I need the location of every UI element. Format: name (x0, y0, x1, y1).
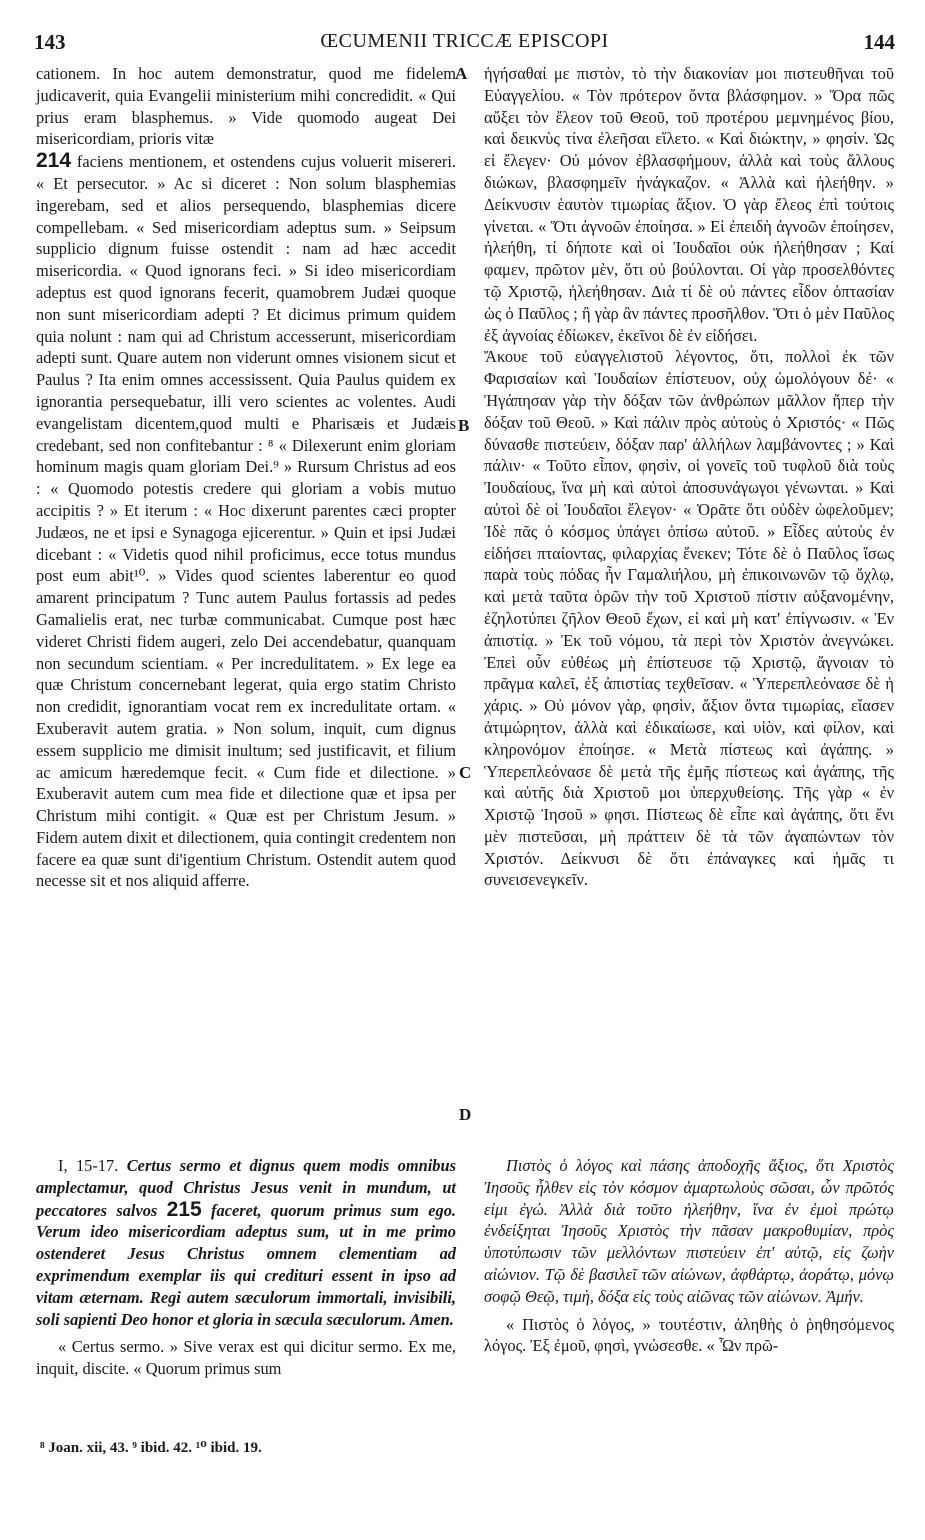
greek-verse: Πιστὸς ὁ λόγος καὶ πάσης ἀποδοχῆς ἄξιος, ὅτι Χριστὸς Ἰησοῦς ἦλθεν εἰς τὸν κόσμον ἁμαρτωλοὺς σῶσαι, ὧν πρῶτός εἰμι ἐγώ. Ἀλλὰ διὰ τοῦτο ἠλεήθην, ἵνα ἐν ἐμοὶ πρώτῳ ἐνδείξηται Ἰησοῦς Χριστὸς τὴν πᾶσαν μακροθυμίαν, πρὸς ὑποτύπωσιν τῶν μελλόντων πιστεύειν ἐπ' αὐτῷ, εἰς ζωὴν αἰώνιον. Τῷ δὲ βασιλεῖ τῶν αἰώνων, ἀφθάρτῳ, ἀοράτῳ, μόνῳ σοφῷ Θεῷ, τιμὴ, δόξα εἰς τοὺς αἰῶνας τῶν αἰώνων. Ἀμήν. (484, 1156, 894, 1306)
running-title: ŒCUMENII TRICCÆ EPISCOPI (320, 30, 609, 52)
latin-verse (36, 1155, 456, 1330)
page-number-left: 143 (34, 30, 66, 54)
page-header (34, 30, 895, 60)
column-number: 214 (36, 149, 72, 173)
latin-commentary: « Certus sermo. » Sive verax est qui dicitur sermo. Ex me, inquit, discite. « Quorum primus sum (36, 1337, 456, 1379)
latin-column (36, 63, 456, 892)
greek-paragraph: ἡγήσαθαί με πιστὸν, τὸ τὴν διακονίαν μοι πιστευθῆναι τοῦ Εὐαγγελίου. « Τὸν πρότερον ὄντα βλάσφημον. » Ὅρα πῶς αὔξει τὸν ἔλεον τοῦ Θεοῦ, τοῦ προτέρου μεμνημένος βίου, καὶ δεικνὺς τίνα ἐλεῆσαι εἵλετο. « Καὶ διώκτην, » φησίν. Ὡς εἰ ἔλεγεν· Οὐ μόνον ἐβλασφήμουν, ἀλλὰ καὶ τοὺς ἄλλους διώκων, βλασφημεῖν ἠνάγκαζον. « Ἀλλὰ καὶ ἠλεήθην. » Δείκνυσιν ἑαυτὸν τιμωρίας ἄξιον. Ὁ γὰρ ἔλεος ἐπὶ τούτοις γίνεται. « Ὅτι ἀγνοῶν ἐποίησα. » Εἰ ἐπειδὴ ἀγνοῶν ἐποίησεν, ἠλεήθη, τί δήποτε καὶ οἱ Ἰουδαῖοι οὐκ ἠλεήθησαν ; Καί φαμεν, πρῶτον μὲν, ὅτι οὐ βούλονται. Οἱ γὰρ προσελθόντες τῷ Χριστῷ, ἠλεήθησαν. Διὰ τί δὲ οὐ πάντες εἶδον ὀπτασίαν ὡς ὁ Παῦλος ; ἢ γὰρ ἂν πάντες προσῆλθον. Ὅτι ὁ μὲν Παῦλος ἐξ ἀγνοίας ἐδίωκεν, ἐκεῖνοι δὲ ἐν εἰδήσει. (484, 64, 894, 345)
latin-verse-section (36, 1155, 456, 1380)
greek-column (484, 63, 894, 891)
verse-text: Certus sermo et dignus quem modis omnibus amplectamur, quod Christus Jesus venit in mundum, ut peccatores salvos (36, 1156, 456, 1220)
verse-text-continued: faceret, quorum primus sum ego. Verum ideo misericordiam adeptus sum, ut in me primo ostenderet Jesus Christus omnem clementiam ad exprimendum exemplar iis qui credituri essent in ipso ad vitam æternam. Regi autem sæculorum immortali, invisibili, soli sapienti Deo honor et gloria in sæcula sæculorum. Amen. (36, 1200, 457, 1329)
latin-paragraph: cationem. In hoc autem demonstratur, quod me fidelem judicaverit, quia Evangelii ministerium mihi concredidit. « Qui prius eram blasphemus. » Vide quomodo augeat Dei misericordiam, prioris vitæ (36, 64, 456, 149)
margin-marker-c: C (459, 763, 472, 782)
latin-text: faciens mentionem, et ostendens cujus voluerit misereri. « Et persecutor. » Ac si diceret : Non solum blasphemias ingerebam, sed et alios persequendo, blasphemias dicere compellebam. « Sed misericordiam adeptus sum. » Seipsum supplicio dignum fuisse ostendit : nam ad hæc accedit misericordia. « Quod ignorans feci. » Si ideo misericordiam adeptus est quod ignorans fecerit, quamobrem Judæi quoque non sunt misericordiam adepti ? Et dicimus primum quidem quia nolunt : nam qui ad Christum accesserunt, misericordiam adepti sunt. Quare autem non viderunt omnes visionem sicut et Paulus ? Ita enim omnes accessissent. Quia Paulus quidem ex ignorantia persequebatur, illi vero scientes ac volentes. Audi evangelistam dicentem,quod multi e Pharisæis et Judæis credebant, sed non confitebantur : ⁸ « Dilexerunt enim gloriam hominum magis quam gloriam Dei.⁹ » Rursum Christus ad eos : « Quomodo potestis credere qui gloriam a vobis mutuo accipitis ? » Et iterum : « Hoc dixerunt parentes cæci propter Judæos, ne et ipsi e Synagoga ejicerentur. » Quin et ipsi Judæi dicebant : « Videtis quod nihil proficimus, ecce totus mundus post eum abit¹⁰. » Vides quod scientes laberentur eo quod amarent principatum ? Tunc autem Paulus fortassis ad pedes Gamalielis erat, nec turbæ communicabat. Cumque post hæc videret Christi fidem augeri, zelo Dei accendebatur, quanquam non secundum scientiam. « Per incredulitatem. » Ex lege ea quæ Christum concernebant legerat, quia ergo statim Christo non credidit, ignorantiam vocat rem ex incredulitate ortam. « Exuberavit autem gratia. » Non solum, inquit, cum dignus essem supplicio me dimisit inultum; sed justificavit, et filium ac amicum hæredemque fecit. « Cum fide et dilectione. » Exuberavit autem cum mea fide et dilectione quæ et ipsa per Christum mihi contigit. « Quæ est per Christum Jesum. » Fidem autem dixit et dilectionem, quia contingit credentem non facere ea quæ sunt di'igentium Christum. Ostendit autem quod necesse sit et nos aliquid afferre. (36, 152, 456, 891)
greek-commentary: « Πιστὸς ὁ λόγος, » τουτέστιν, ἀληθὴς ὁ ῥηθησόμενος λόγος. Ἐξ ἐμοῦ, φησὶ, γνώσεσθε. « Ὧν πρῶ- (484, 1314, 894, 1356)
verse-reference: I, 15-17. (58, 1156, 119, 1175)
margin-marker-b: B (458, 416, 470, 435)
footnotes: ⁸ Joan. xii, 43. ⁹ ibid. 42. ¹⁰ ibid. 19. (40, 1440, 262, 1456)
greek-verse-section (484, 1155, 894, 1357)
margin-marker-a: A (455, 64, 468, 83)
margin-marker-d: D (459, 1105, 472, 1124)
column-number: 215 (166, 1197, 202, 1221)
greek-paragraph-2: Ἄκουε τοῦ εὐαγγελιστοῦ λέγοντος, ὅτι, πολλοὶ ἐκ τῶν Φαρισαίων καὶ Ἰουδαίων ἐπίστευον, οὐχ ὡμολόγουν δέ· « Ἠγάπησαν γὰρ τὴν δόξαν τῶν ἀνθρώπων μᾶλλον ἤπερ τὴν δόξαν τοῦ Θεοῦ. » Καὶ πάλιν πρὸς αὐτοὺς ὁ Χριστός· « Πῶς δύνασθε πιστεύειν, δόξαν παρ' ἀλλήλων λαμβάνοντες ; » Καὶ πάλιν· « Τοῦτο εἶπον, φησὶν, οἱ γονεῖς τοῦ τυφλοῦ διὰ τοὺς Ἰουδαίους, ἵνα μὴ καὶ αὐτοὶ ἀποσυνάγωγοι γένωνται. » Καὶ αὐτοὶ δὲ οἱ Ἰουδαῖοι ἔλεγον· « Ὁρᾶτε ὅτι οὐδὲν ὠφελοῦμεν; Ἰδὲ πᾶς ὁ κόσμος ὑπάγει ὀπίσω αὐτοῦ. » Εἶδες αὐτοὺς ἐν εἰδήσει πταίοντας, φιλαρχίας ἕνεκεν; Τότε δὲ ὁ Παῦλος ἴσως παρὰ τοὺς πόδας ἦν Γαμαλιήλου, μὴ ἐπικοινωνῶν τῷ ὄχλῳ, καὶ μετὰ ταῦτα ὁρῶν τὴν τοῦ Χριστοῦ πίστιν αὐξανομένην, ἐζηλοτύπει ζῆλον Θεοῦ ἔχων, εἰ καὶ μὴ κατ' ἐπίγνωσιν. « Ἐν ἀπιστίᾳ. » Ἐκ τοῦ νόμου, τὰ περὶ τὸν Χριστὸν ἀνεγνώκει. Ἐπεὶ οὖν εὐθέως μὴ ἐπίστευσε τῷ Χριστῷ, ἄγνοιαν τὸ πρᾶγμα καλεῖ, ἐξ ἀπιστίας τεχθεῖσαν. « Ὑπερεπλεόνασε δὲ ἡ χάρις. » Οὐ μόνον γὰρ, φησὶν, ἄξιον ὄντα τιμωρίας, εἴασεν ἀτιμώρητον, ἀλλὰ καὶ ἐδικαίωσε, καὶ υἱὸν, καὶ φίλον, καὶ κληρονόμον ἐποίησε. « Μετὰ πίστεως καὶ ἀγάπης. » Ὑπερεπλεόνασε δὲ μετὰ τῆς ἐμῆς πίστεως καὶ ἀγάπης, τῆς καὶ αὐτῆς διὰ Χριστοῦ μοι ὑπερχυθείσης. Τῆς γὰρ « ἐν Χριστῷ Ἰησοῦ » φησι. Πίστεως δὲ εἶπε καὶ ἀγάπης, ὅτι ἔνι μὲν πιστεῦσαι, μὴ πράττειν δὲ τὰ τῶν ἀγαπώντων τὸν Χριστόν. Δείκνυσι δὲ ὅτι ἐπάναγκες καὶ ἡμᾶς τι συνεισενεγκεῖν. (484, 347, 894, 890)
page-number-right: 144 (863, 30, 895, 54)
latin-paragraph-continued (36, 150, 456, 892)
